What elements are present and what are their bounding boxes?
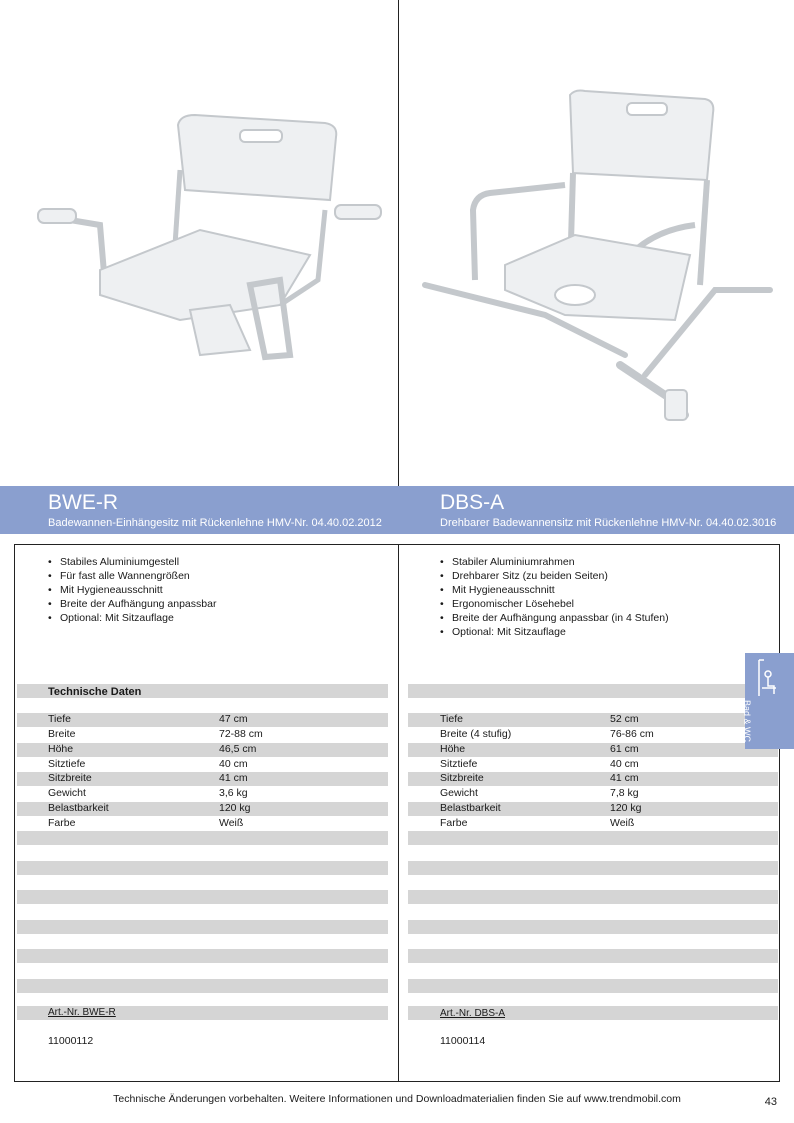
feature-item: • Breite der Aufhängung anpassbar bbox=[48, 597, 388, 611]
feature-item: • Optional: Mit Sitzauflage bbox=[48, 611, 388, 625]
product-images bbox=[0, 0, 794, 486]
spec-row: Farbe Weiß bbox=[48, 817, 244, 829]
column-divider-top bbox=[398, 0, 399, 486]
spec-row: Breite 72-88 cm bbox=[48, 728, 263, 740]
feature-item: • Stabiles Aluminiumgestell bbox=[48, 555, 388, 569]
feature-item: • Ergonomischer Lösehebel bbox=[440, 597, 770, 611]
spec-row: Breite (4 stufig) 76-86 cm bbox=[440, 728, 654, 740]
spec-row: Tiefe 47 cm bbox=[48, 713, 248, 725]
column-divider bbox=[398, 544, 399, 1082]
spec-row: Belastbarkeit 120 kg bbox=[48, 802, 251, 814]
article-label-dbs-a: Art.-Nr. DBS-A bbox=[440, 1008, 506, 1019]
side-tab-label: Bad & WC bbox=[742, 700, 752, 743]
spec-row: Höhe 46,5 cm bbox=[48, 743, 257, 755]
feature-item: • Mit Hygieneausschnitt bbox=[48, 583, 388, 597]
bwe-r-seat-image bbox=[30, 105, 390, 375]
feature-item: • Mit Hygieneausschnitt bbox=[440, 583, 770, 597]
feature-list-bwe-r bbox=[48, 555, 388, 625]
page-footer: Technische Änderungen vorbehalten. Weitere Informationen und Downloadmaterialien finden Sie auf www.trendmobil.com bbox=[113, 1093, 681, 1105]
article-label-bwe-r: Art.-Nr. BWE-R bbox=[48, 1007, 116, 1018]
bath-chair-icon bbox=[756, 658, 778, 698]
spec-row: Gewicht 3,6 kg bbox=[48, 787, 248, 799]
article-number-bwe-r: 11000112 bbox=[48, 1035, 94, 1047]
spec-row: Tiefe 52 cm bbox=[440, 713, 639, 725]
feature-list-dbs-a bbox=[440, 555, 770, 639]
article-number-dbs-a: 11000114 bbox=[440, 1035, 486, 1047]
page-number: 43 bbox=[764, 1096, 777, 1108]
feature-item: • Stabiler Aluminiumrahmen bbox=[440, 555, 770, 569]
product-code-dbs-a: DBS-A bbox=[440, 491, 505, 514]
product-subtitle-dbs-a: Drehbarer Badewannensitz mit Rückenlehne HMV-Nr. 04.40.02.3016 bbox=[440, 517, 777, 529]
spec-row: Sitzbreite 41 cm bbox=[48, 772, 248, 784]
feature-item: • Breite der Aufhängung anpassbar (in 4 Stufen) bbox=[440, 611, 770, 625]
product-subtitle-bwe-r: Badewannen-Einhängesitz mit Rückenlehne HMV-Nr. 04.40.02.2012 bbox=[48, 517, 382, 529]
feature-item: • Für fast alle Wannengrößen bbox=[48, 569, 388, 583]
dbs-a-seat-image bbox=[415, 85, 775, 425]
product-code-bwe-r: BWE-R bbox=[48, 491, 118, 514]
spec-row: Sitzbreite 41 cm bbox=[440, 772, 639, 784]
feature-item: • Drehbarer Sitz (zu beiden Seiten) bbox=[440, 569, 770, 583]
spec-row: Höhe 61 cm bbox=[440, 743, 639, 755]
spec-row: Gewicht 7,8 kg bbox=[440, 787, 639, 799]
feature-item: • Optional: Mit Sitzauflage bbox=[440, 625, 770, 639]
specs-header: Technische Daten bbox=[48, 686, 142, 698]
spec-row: Belastbarkeit 120 kg bbox=[440, 802, 642, 814]
spec-row: Sitztiefe 40 cm bbox=[440, 758, 639, 770]
spec-row: Farbe Weiß bbox=[440, 817, 635, 829]
spec-row: Sitztiefe 40 cm bbox=[48, 758, 248, 770]
